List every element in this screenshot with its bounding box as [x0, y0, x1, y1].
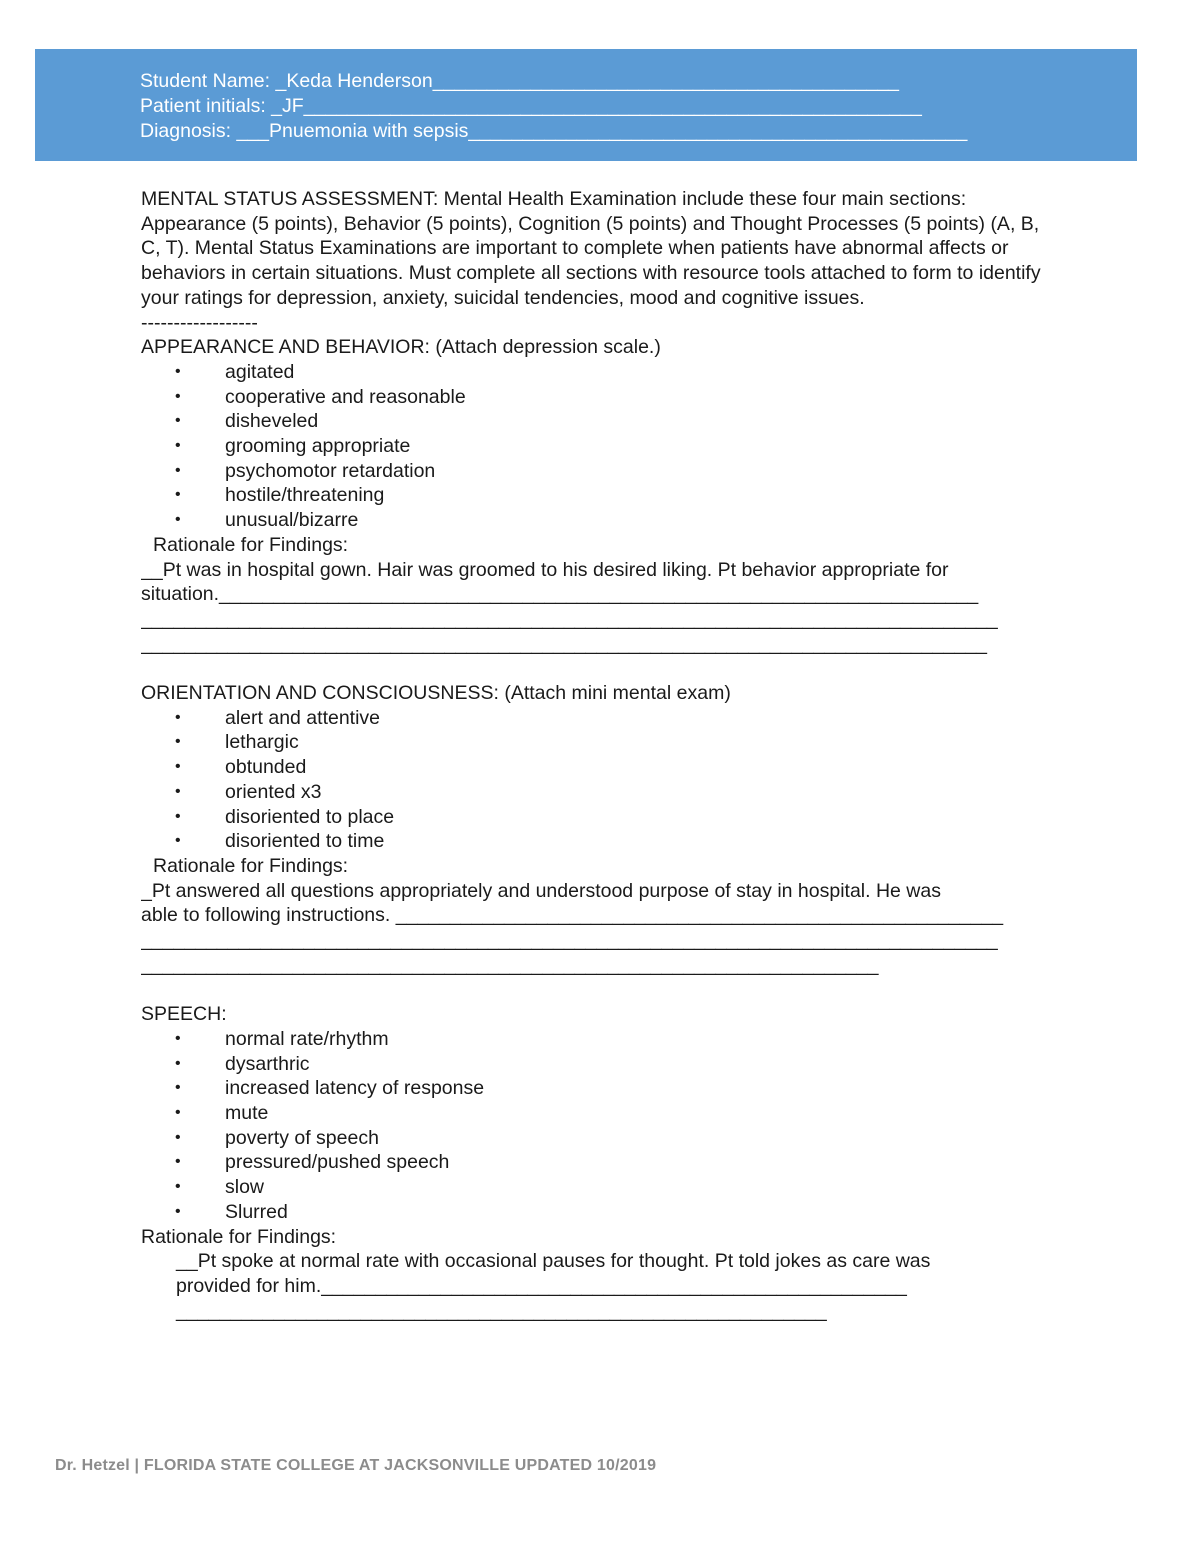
speech-rationale-line: provided for him.______________________________________________________: [176, 1274, 907, 1297]
student-name-field: Student Name: _Keda Henderson___________________________________________: [140, 70, 900, 92]
list-item: • lethargic: [175, 731, 299, 754]
list-item: • disoriented to time: [175, 830, 385, 853]
speech-rationale-label: Rationale for Findings:: [141, 1225, 337, 1248]
list-item: • obtunded: [175, 756, 307, 779]
list-item: • cooperative and reasonable: [175, 385, 466, 408]
document-body: [141, 187, 1061, 1323]
list-item: • oriented x3: [175, 780, 322, 803]
appearance-list: [141, 360, 1061, 533]
appearance-rationale-line: situation.______________________________________________________________________: [141, 583, 979, 606]
list-item: • dysarthric: [175, 1052, 310, 1075]
orientation-rationale-line: _______________________________________________________________________________: [141, 929, 998, 952]
intro-paragraph: MENTAL STATUS ASSESSMENT: Mental Health Examination include these four main sections: Appearance (5 points), Behavior (5 points), Cognition (5 points) and Thought Processes (5 points) (A, B, C, T). Mental Status Examinations are important to complete when patients have abnormal affects or behaviors in certain situations. Must complete all sections with resource tools attached to form to identify your ratings for depression, anxiety, suicidal tendencies, mood and cognitive issues.: [141, 188, 1041, 309]
list-item: • pressured/pushed speech: [175, 1151, 450, 1174]
appearance-rationale-line: __Pt was in hospital gown. Hair was groomed to his desired liking. Pt behavior appropriate for: [141, 558, 949, 581]
bullet-icon: •: [175, 486, 181, 504]
list-item: • mute: [175, 1101, 269, 1124]
list-item: • poverty of speech: [175, 1126, 379, 1149]
list-item: • Slurred: [175, 1200, 288, 1223]
list-item: • slow: [175, 1176, 265, 1199]
list-item: • disheveled: [175, 410, 319, 433]
speech-rationale-line: __Pt spoke at normal rate with occasional pauses for thought. Pt told jokes as care was: [176, 1250, 931, 1273]
list-item: • alert and attentive: [175, 706, 381, 729]
speech-rationale-line: ____________________________________________________________: [176, 1299, 827, 1322]
orientation-rationale-line: _Pt answered all questions appropriately and understood purpose of stay in hospital. He was: [141, 879, 941, 902]
orientation-rationale-line: able to following instructions. ________________________________________________________: [141, 904, 1004, 927]
bullet-icon: •: [175, 1054, 181, 1072]
list-item: • grooming appropriate: [175, 435, 411, 458]
bullet-icon: •: [175, 758, 181, 776]
bullet-icon: •: [175, 1153, 181, 1171]
speech-heading: SPEECH:: [141, 1003, 227, 1026]
bullet-icon: •: [175, 1202, 181, 1220]
bullet-icon: •: [175, 437, 181, 455]
bullet-icon: •: [175, 1178, 181, 1196]
bullet-icon: •: [175, 1079, 181, 1097]
bullet-icon: •: [175, 412, 181, 430]
list-item: • disoriented to place: [175, 805, 395, 828]
orientation-rationale-line: ____________________________________________________________________: [141, 953, 879, 976]
list-item: • hostile/threatening: [175, 484, 385, 507]
bullet-icon: •: [175, 807, 181, 825]
bullet-icon: •: [175, 1029, 181, 1047]
appearance-rationale-label: Rationale for Findings:: [153, 533, 349, 556]
patient-initials-field: Patient initials: _JF_________________________________________________________: [140, 95, 922, 117]
appearance-rationale-line: _______________________________________________________________________________: [141, 607, 998, 630]
page-footer: Dr. Hetzel | FLORIDA STATE COLLEGE AT JACKSONVILLE UPDATED 10/2019: [55, 1457, 657, 1474]
bullet-icon: •: [175, 733, 181, 751]
bullet-icon: •: [175, 832, 181, 850]
appearance-rationale-line: ______________________________________________________________________________: [141, 632, 987, 655]
list-item: • agitated: [175, 360, 295, 383]
speech-list: [141, 1027, 1061, 1225]
bullet-icon: •: [175, 1103, 181, 1121]
bullet-icon: •: [175, 1128, 181, 1146]
bullet-icon: •: [175, 387, 181, 405]
section-divider: ------------------: [141, 311, 258, 334]
bullet-icon: •: [175, 362, 181, 380]
orientation-list: [141, 706, 1061, 854]
list-item: • unusual/bizarre: [175, 509, 359, 532]
list-item: • normal rate/rhythm: [175, 1027, 389, 1050]
diagnosis-field: Diagnosis: ___Pnuemonia with sepsis______________________________________________: [140, 120, 968, 142]
bullet-icon: •: [175, 461, 181, 479]
bullet-icon: •: [175, 782, 181, 800]
appearance-heading: APPEARANCE AND BEHAVIOR: (Attach depression scale.): [141, 336, 661, 359]
header-banner: [35, 49, 1137, 161]
bullet-icon: •: [175, 708, 181, 726]
bullet-icon: •: [175, 511, 181, 529]
orientation-heading: ORIENTATION AND CONSCIOUSNESS: (Attach mini mental exam): [141, 682, 731, 705]
list-item: • psychomotor retardation: [175, 459, 436, 482]
orientation-rationale-label: Rationale for Findings:: [153, 854, 349, 877]
list-item: • increased latency of response: [175, 1077, 485, 1100]
